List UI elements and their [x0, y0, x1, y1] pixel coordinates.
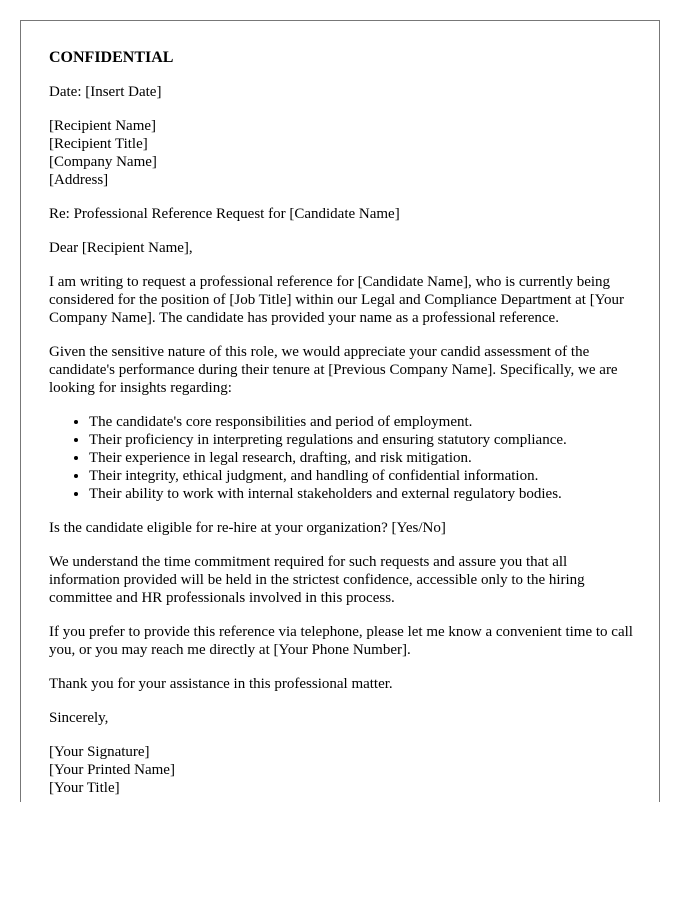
- paragraph-confidence: We understand the time commitment required for such requests and assure you that all information provided will be held in the strictest confidence, accessible only to the hiring committee and HR professionals involved in this process.: [49, 554, 585, 606]
- list-item: • Their experience in legal research, drafting, and risk mitigation.: [89, 449, 639, 467]
- list-item: • Their ability to work with internal stakeholders and external regulatory bodies.: [89, 485, 639, 503]
- subject-line: Re: Professional Reference Request for [Candidate Name]: [49, 206, 400, 222]
- recipient-address: [Address]: [49, 172, 109, 188]
- signature-block: [49, 743, 639, 797]
- printed-name-line: [Your Printed Name]: [49, 762, 175, 778]
- paragraph-intro: I am writing to request a professional reference for [Candidate Name], who is currently being considered for the position of [Job Title] within our Legal and Compliance Department at [Your Company Name]. The candidate has provided your name as a professional reference.: [49, 274, 625, 326]
- recipient-title: [Recipient Title]: [49, 136, 148, 152]
- recipient-company: [Company Name]: [49, 154, 157, 170]
- signature-line: [Your Signature]: [49, 744, 150, 760]
- paragraph-assessment: Given the sensitive nature of this role, we would appreciate your candid assessment of the candidate's performance during their tenure at [Previous Company Name]. Specifically, we are looking for insights regarding:: [49, 344, 618, 396]
- recipient-block: [49, 117, 639, 189]
- closing: Sincerely,: [49, 710, 109, 726]
- list-item: • Their integrity, ethical judgment, and handling of confidential information.: [89, 467, 639, 485]
- letter-date: Date: [Insert Date]: [49, 84, 162, 100]
- title-line: [Your Title]: [49, 780, 120, 796]
- confidential-heading: CONFIDENTIAL: [49, 49, 174, 66]
- paragraph-telephone: If you prefer to provide this reference via telephone, please let me know a convenient time to call you, or you may reach me directly at [Your Phone Number].: [49, 624, 633, 658]
- salutation: Dear [Recipient Name],: [49, 240, 193, 256]
- list-item: • Their proficiency in interpreting regulations and ensuring statutory compliance.: [89, 431, 639, 449]
- paragraph-thanks: Thank you for your assistance in this professional matter.: [49, 676, 393, 692]
- letter-page: [20, 20, 660, 802]
- insights-list: [49, 413, 639, 503]
- list-item: • The candidate's core responsibilities and period of employment.: [89, 413, 639, 431]
- letter-body: [49, 49, 639, 802]
- paragraph-rehire: Is the candidate eligible for re-hire at your organization? [Yes/No]: [49, 520, 446, 536]
- recipient-name: [Recipient Name]: [49, 118, 157, 134]
